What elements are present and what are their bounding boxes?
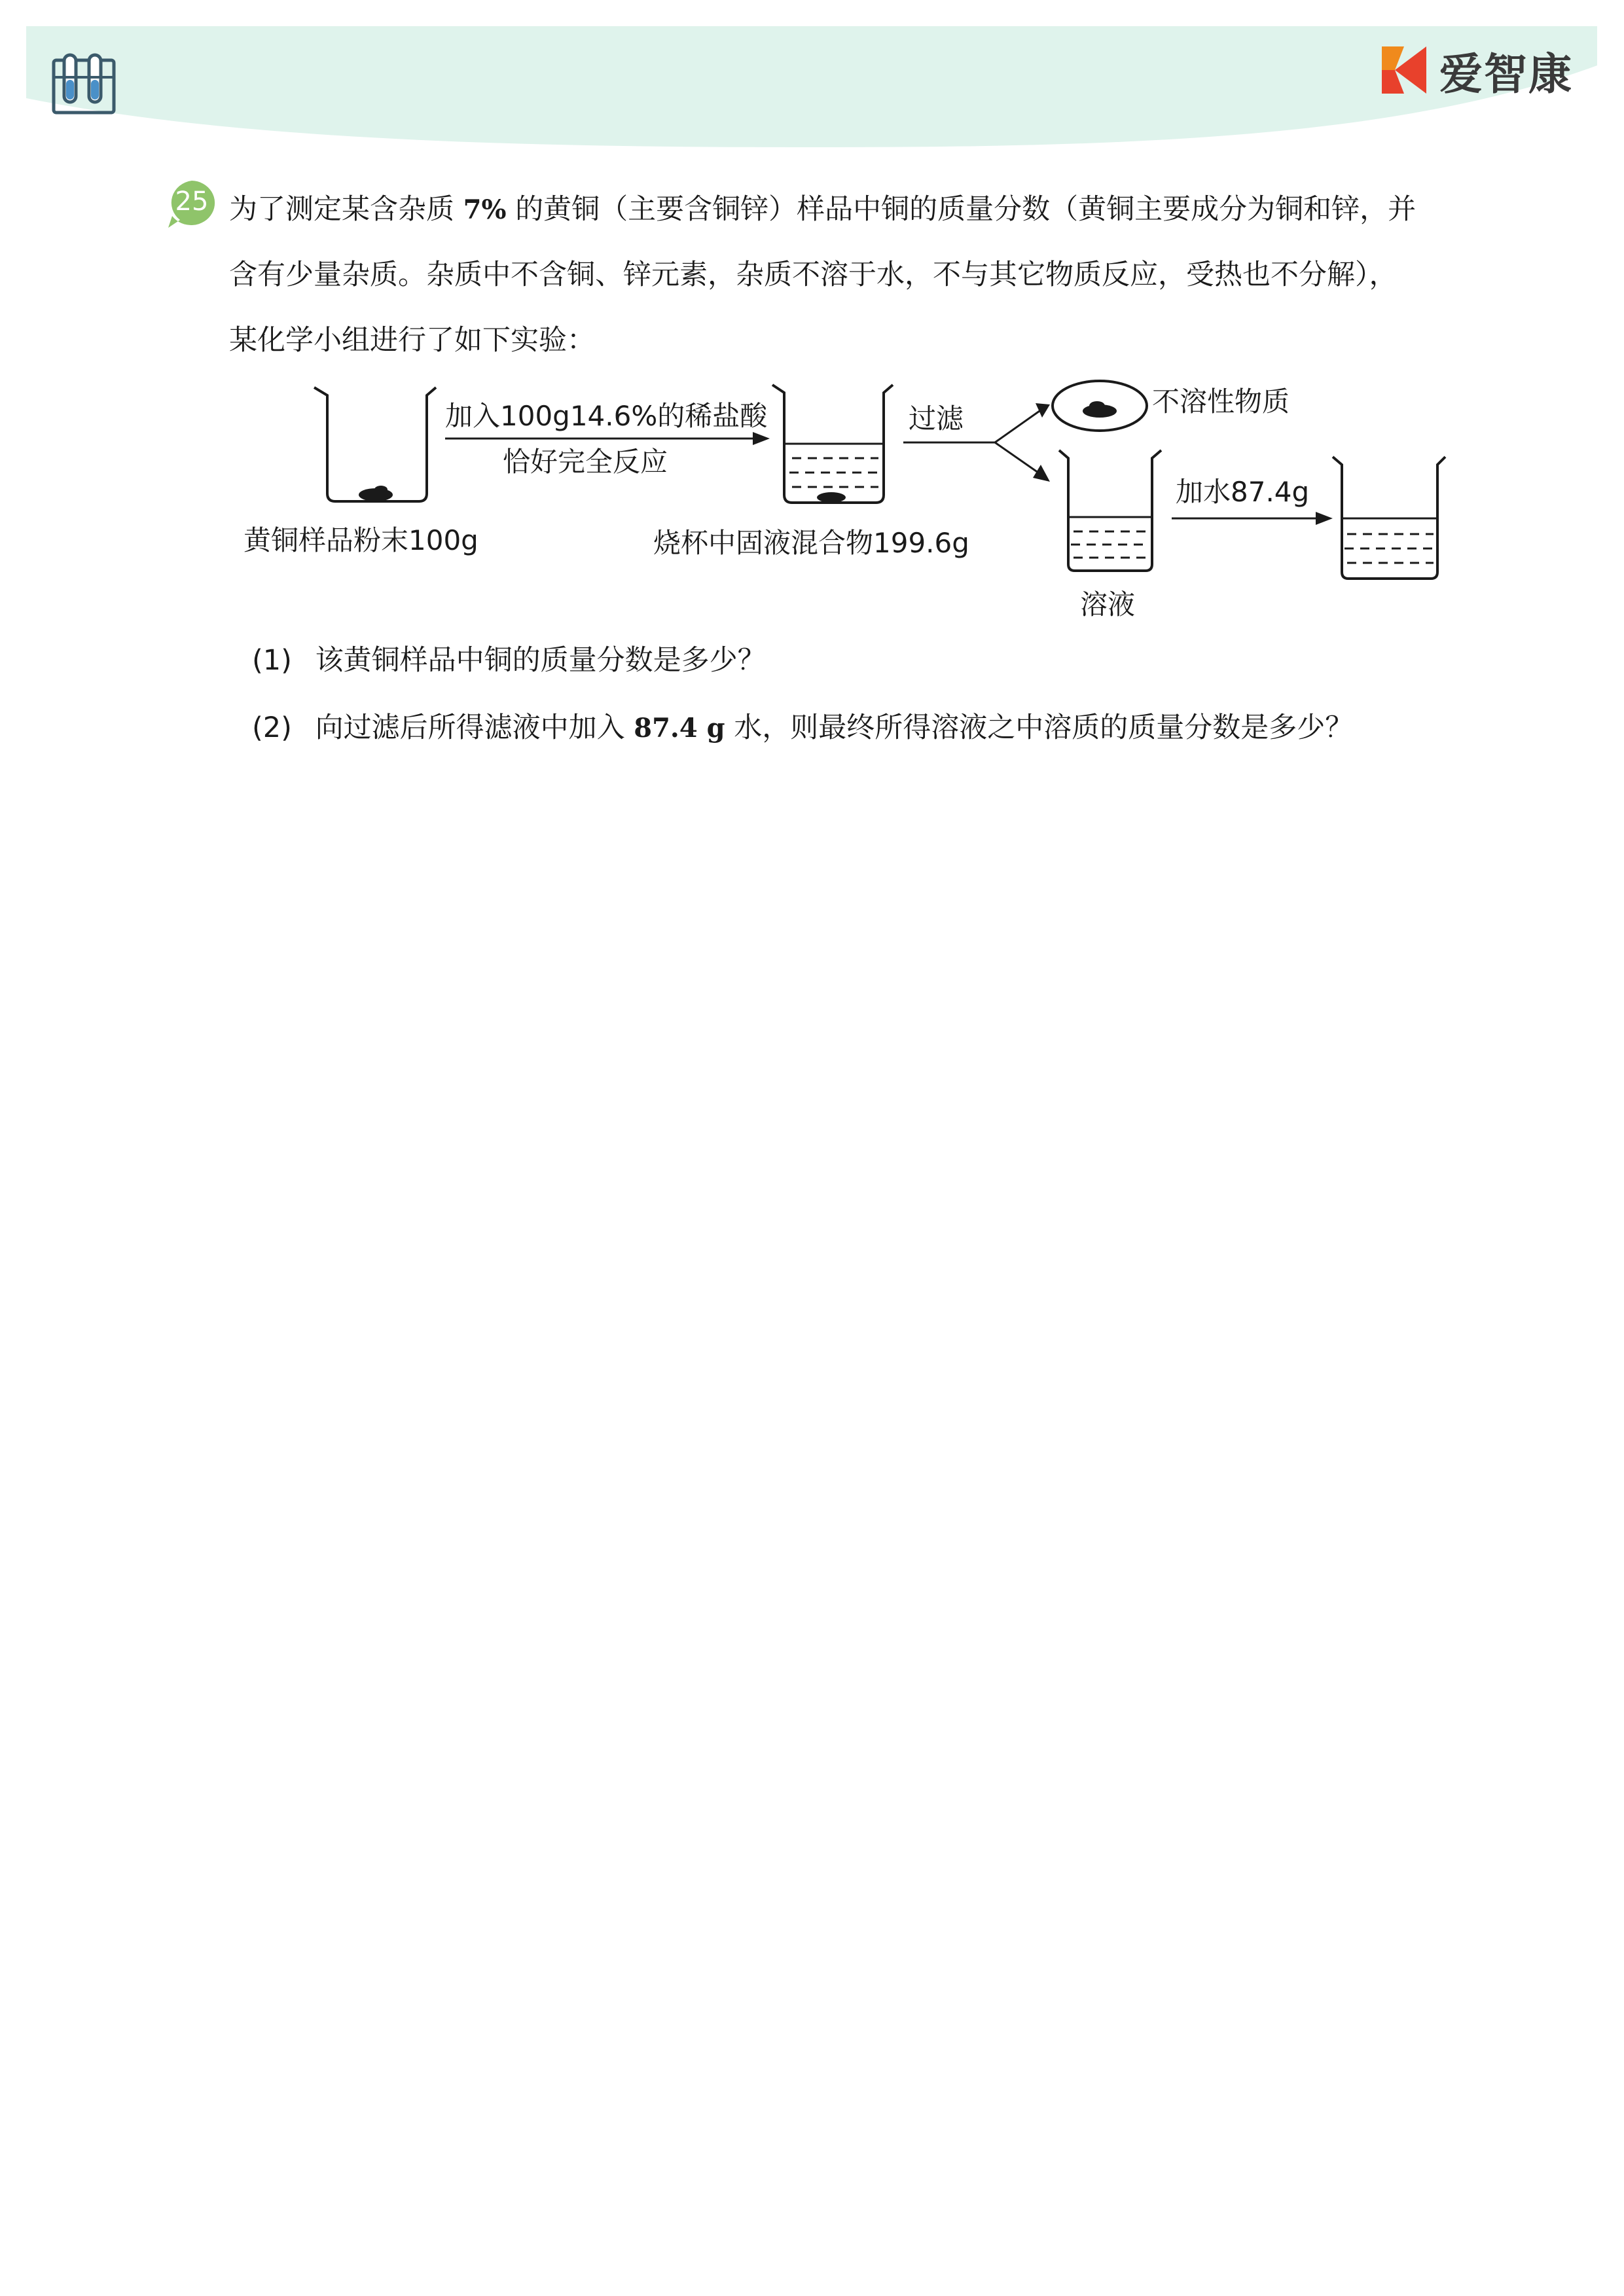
question-line-1-a: 为了测定某含杂质 [229, 193, 454, 226]
beaker-mixture [772, 385, 893, 503]
impurity-percent: 7% [463, 194, 507, 225]
sub-question-2-text-a: 向过滤后所得滤液中加入 [315, 711, 625, 744]
sub-question-1 [252, 638, 766, 678]
label-solution: 溶液 [1080, 588, 1136, 620]
sub-question-1-number: (1) [252, 644, 292, 677]
arrow-to-solution-head [1033, 465, 1050, 482]
arrow-to-insoluble-head [1036, 403, 1050, 418]
arrow-to-solution [995, 442, 1038, 473]
label-mixture: 烧杯中固液混合物199.6g [653, 527, 969, 559]
step-add-acid: 加入100g14.6%的稀盐酸 [445, 400, 768, 432]
question-line-2: 含有少量杂质。杂质中不含铜、锌元素，杂质不溶于水，不与其它物质反应，受热也不分解）， [229, 259, 1398, 291]
question-line-1 [229, 177, 1460, 243]
label-sample: 黄铜样品粉末100g [244, 524, 478, 556]
brand-logo-icon [1378, 44, 1430, 96]
step-add-water: 加水87.4g [1176, 476, 1310, 508]
question-line-1-b: 的黄铜（主要含铜锌）样品中铜的质量分数（黄铜主要成分为铜和锌，并 [515, 193, 1416, 226]
experiment-diagram [229, 373, 1460, 635]
header-band [26, 26, 1597, 147]
arrow-add-acid-head [753, 432, 770, 445]
sub-question-1-text: 该黄铜样品中铜的质量分数是多少？ [315, 644, 766, 677]
brand-name: 爱智康 [1439, 48, 1573, 99]
beaker-final [1333, 457, 1445, 579]
water-mass: 87.4 g [634, 713, 725, 744]
sub-question-2-text-b: 水，则最终所得溶液之中溶质的质量分数是多少？ [734, 711, 1354, 744]
test-tube-rack-icon [51, 51, 117, 117]
step-filter: 过滤 [909, 403, 964, 435]
question-line-3: 某化学小组进行了如下实验： [229, 324, 595, 357]
sub-question-2 [252, 706, 1353, 745]
brand-logo [1378, 41, 1573, 99]
beaker-solution [1059, 450, 1161, 571]
question-number: 25 [175, 187, 209, 217]
beaker-sample [314, 387, 436, 501]
arrow-to-insoluble [995, 411, 1039, 442]
sub-question-2-number: (2) [252, 711, 292, 744]
header-wave [26, 26, 1597, 147]
label-insoluble: 不溶性物质 [1152, 386, 1290, 418]
step-react: 恰好完全反应 [503, 446, 668, 478]
arrow-add-water-head [1316, 512, 1333, 525]
